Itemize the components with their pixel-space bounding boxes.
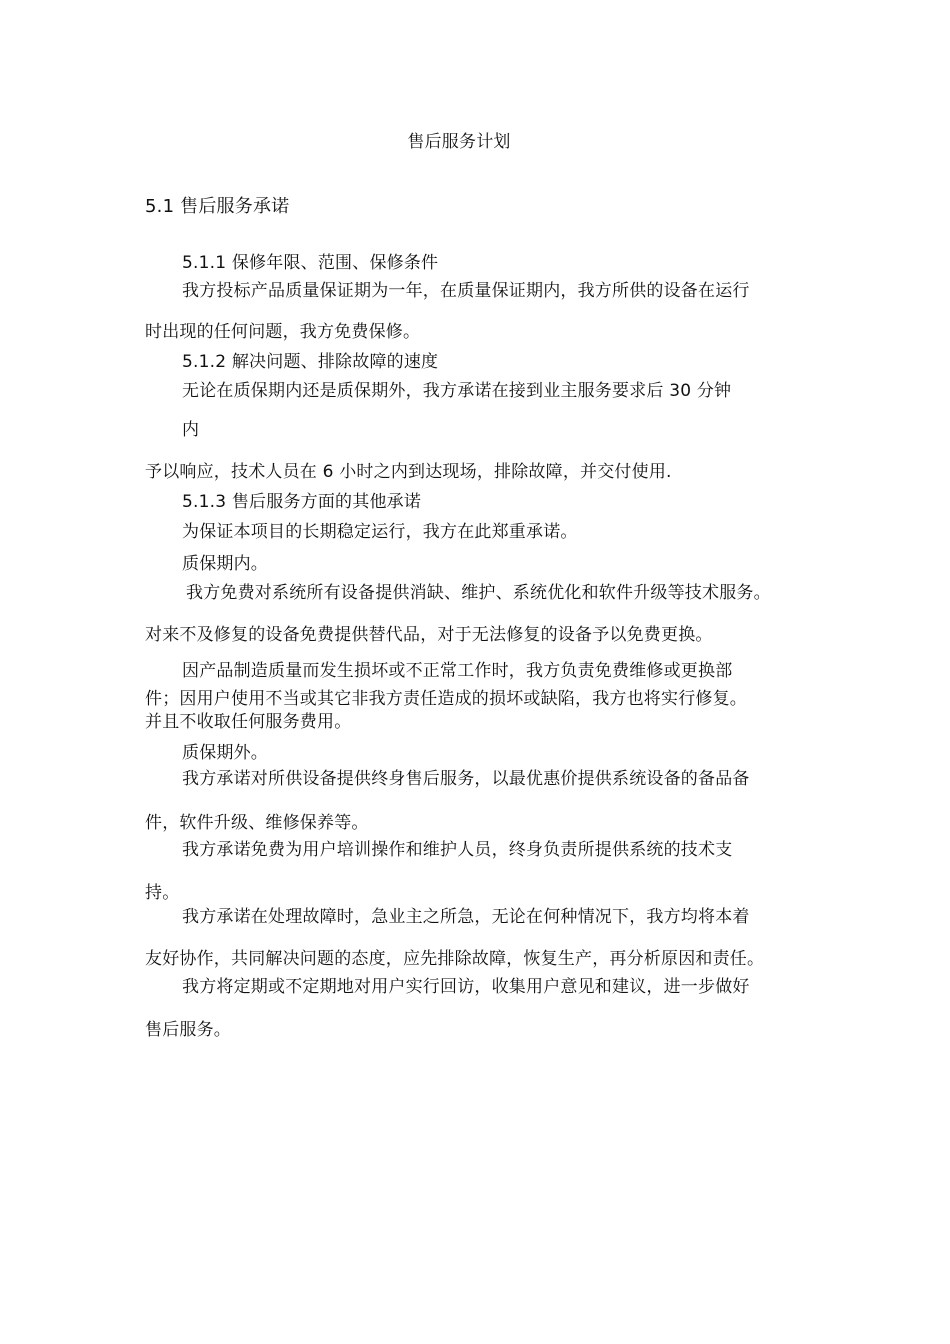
paragraph-line: 内 <box>182 420 200 440</box>
paragraph-line: 无论在质保期内还是质保期外，我方承诺在接到业主服务要求后 30 分钟 <box>182 381 732 401</box>
paragraph-line: 件；因用户使用不当或其它非我方责任造成的损坏或缺陷，我方也将实行修复。 <box>145 689 747 709</box>
paragraph-line: 予以响应，技术人员在 6 小时之内到达现场，排除故障，并交付使用. <box>145 462 672 482</box>
paragraph-line: 因产品制造质量而发生损坏或不正常工作时，我方负责免费维修或更换部 <box>182 661 733 681</box>
paragraph-line: 对来不及修复的设备免费提供替代品，对于无法修复的设备予以免费更换。 <box>145 625 713 645</box>
paragraph-line: 我方投标产品质量保证期为一年，在质量保证期内，我方所供的设备在运行 <box>182 281 750 301</box>
document-title: 售后服务计划 <box>407 132 511 152</box>
paragraph-line: 时出现的任何问题，我方免费保修。 <box>145 322 421 342</box>
paragraph-line: 我方承诺对所供设备提供终身售后服务，以最优惠价提供系统设备的备品备 <box>182 769 750 789</box>
subsection-heading-5-1-2: 5.1.2 解决问题、排除故障的速度 <box>182 352 439 372</box>
paragraph-line: 持。 <box>145 883 180 903</box>
subsection-heading-5-1-1: 5.1.1 保修年限、范围、保修条件 <box>182 253 439 273</box>
out-warranty-label: 质保期外。 <box>182 743 268 763</box>
paragraph-line: 售后服务。 <box>145 1020 231 1040</box>
paragraph-line: 件，软件升级、维修保养等。 <box>145 813 369 833</box>
in-warranty-label: 质保期内。 <box>182 554 268 574</box>
section-heading-5-1: 5.1 售后服务承诺 <box>145 196 290 217</box>
subsection-heading-5-1-3: 5.1.3 售后服务方面的其他承诺 <box>182 492 422 512</box>
paragraph-line: 我方承诺在处理故障时，急业主之所急，无论在何种情况下，我方均将本着 <box>182 907 750 927</box>
paragraph-line: 为保证本项目的长期稳定运行，我方在此郑重承诺。 <box>182 522 578 542</box>
paragraph-line: 我方承诺免费为用户培训操作和维护人员，终身负责所提供系统的技术支 <box>182 840 733 860</box>
paragraph-line: 友好协作，共同解决问题的态度，应先排除故障，恢复生产，再分析原因和责任。 <box>145 949 765 969</box>
paragraph-line: 我方将定期或不定期地对用户实行回访，收集用户意见和建议，进一步做好 <box>182 977 750 997</box>
paragraph-line: 我方免费对系统所有设备提供消缺、维护、系统优化和软件升级等技术服务。 <box>186 583 771 603</box>
paragraph-line: 并且不收取任何服务费用。 <box>145 712 352 732</box>
